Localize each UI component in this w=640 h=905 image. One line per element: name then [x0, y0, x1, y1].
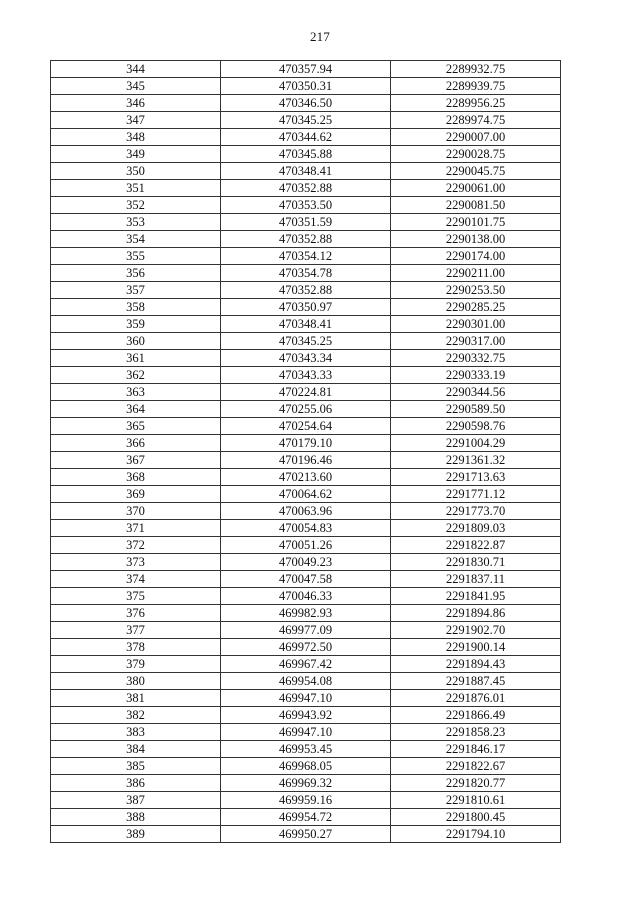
y-coordinate-cell: 2291809.03 [391, 520, 561, 537]
point-number-cell: 376 [51, 605, 221, 622]
y-coordinate-cell: 2290028.75 [391, 146, 561, 163]
point-number-cell: 384 [51, 741, 221, 758]
x-coordinate-cell: 470254.64 [221, 418, 391, 435]
y-coordinate-cell: 2291858.23 [391, 724, 561, 741]
point-number-cell: 380 [51, 673, 221, 690]
x-coordinate-cell: 470064.62 [221, 486, 391, 503]
point-number-cell: 349 [51, 146, 221, 163]
table-row [51, 248, 561, 265]
x-coordinate-cell: 470343.34 [221, 350, 391, 367]
y-coordinate-cell: 2290045.75 [391, 163, 561, 180]
point-number-cell: 344 [51, 61, 221, 78]
table-row [51, 605, 561, 622]
table-row [51, 367, 561, 384]
point-number-cell: 387 [51, 792, 221, 809]
table-row [51, 469, 561, 486]
x-coordinate-cell: 470345.88 [221, 146, 391, 163]
y-coordinate-cell: 2291830.71 [391, 554, 561, 571]
point-number-cell: 369 [51, 486, 221, 503]
point-number-cell: 345 [51, 78, 221, 95]
x-coordinate-cell: 470255.06 [221, 401, 391, 418]
x-coordinate-cell: 469953.45 [221, 741, 391, 758]
point-number-cell: 368 [51, 469, 221, 486]
x-coordinate-cell: 470352.88 [221, 180, 391, 197]
x-coordinate-cell: 469954.08 [221, 673, 391, 690]
point-number-cell: 375 [51, 588, 221, 605]
y-coordinate-cell: 2291822.67 [391, 758, 561, 775]
table-row [51, 707, 561, 724]
x-coordinate-cell: 470049.23 [221, 554, 391, 571]
y-coordinate-cell: 2290589.50 [391, 401, 561, 418]
point-number-cell: 385 [51, 758, 221, 775]
table-row [51, 503, 561, 520]
table-row [51, 826, 561, 843]
y-coordinate-cell: 2290344.56 [391, 384, 561, 401]
table-row [51, 741, 561, 758]
table-row [51, 316, 561, 333]
y-coordinate-cell: 2291820.77 [391, 775, 561, 792]
point-number-cell: 381 [51, 690, 221, 707]
point-number-cell: 354 [51, 231, 221, 248]
table-row [51, 520, 561, 537]
table-row [51, 299, 561, 316]
x-coordinate-cell: 469982.93 [221, 605, 391, 622]
y-coordinate-cell: 2290301.00 [391, 316, 561, 333]
x-coordinate-cell: 469947.10 [221, 690, 391, 707]
point-number-cell: 386 [51, 775, 221, 792]
table-row [51, 401, 561, 418]
x-coordinate-cell: 470348.41 [221, 163, 391, 180]
y-coordinate-cell: 2291822.87 [391, 537, 561, 554]
table-row [51, 554, 561, 571]
point-number-cell: 367 [51, 452, 221, 469]
y-coordinate-cell: 2290211.00 [391, 265, 561, 282]
x-coordinate-cell: 470352.88 [221, 231, 391, 248]
y-coordinate-cell: 2291846.17 [391, 741, 561, 758]
point-number-cell: 388 [51, 809, 221, 826]
point-number-cell: 382 [51, 707, 221, 724]
table-row [51, 656, 561, 673]
table-row [51, 180, 561, 197]
x-coordinate-cell: 469977.09 [221, 622, 391, 639]
table-row [51, 809, 561, 826]
table-row [51, 214, 561, 231]
y-coordinate-cell: 2290081.50 [391, 197, 561, 214]
point-number-cell: 358 [51, 299, 221, 316]
y-coordinate-cell: 2290174.00 [391, 248, 561, 265]
x-coordinate-cell: 469969.32 [221, 775, 391, 792]
y-coordinate-cell: 2290061.00 [391, 180, 561, 197]
table-row [51, 435, 561, 452]
y-coordinate-cell: 2291841.95 [391, 588, 561, 605]
x-coordinate-cell: 470196.46 [221, 452, 391, 469]
y-coordinate-cell: 2290007.00 [391, 129, 561, 146]
table-row [51, 197, 561, 214]
y-coordinate-cell: 2291902.70 [391, 622, 561, 639]
point-number-cell: 373 [51, 554, 221, 571]
table-row [51, 231, 561, 248]
y-coordinate-cell: 2289932.75 [391, 61, 561, 78]
table-row [51, 622, 561, 639]
point-number-cell: 379 [51, 656, 221, 673]
x-coordinate-cell: 470345.25 [221, 333, 391, 350]
y-coordinate-cell: 2291894.43 [391, 656, 561, 673]
x-coordinate-cell: 470351.59 [221, 214, 391, 231]
x-coordinate-cell: 470353.50 [221, 197, 391, 214]
point-number-cell: 357 [51, 282, 221, 299]
x-coordinate-cell: 470213.60 [221, 469, 391, 486]
x-coordinate-cell: 470345.25 [221, 112, 391, 129]
point-number-cell: 378 [51, 639, 221, 656]
x-coordinate-cell: 470224.81 [221, 384, 391, 401]
y-coordinate-cell: 2291773.70 [391, 503, 561, 520]
y-coordinate-cell: 2290332.75 [391, 350, 561, 367]
x-coordinate-cell: 469967.42 [221, 656, 391, 673]
point-number-cell: 355 [51, 248, 221, 265]
x-coordinate-cell: 470063.96 [221, 503, 391, 520]
y-coordinate-cell: 2291771.12 [391, 486, 561, 503]
point-number-cell: 360 [51, 333, 221, 350]
table-row [51, 792, 561, 809]
table-row [51, 418, 561, 435]
x-coordinate-cell: 470354.12 [221, 248, 391, 265]
x-coordinate-cell: 470350.31 [221, 78, 391, 95]
y-coordinate-cell: 2290317.00 [391, 333, 561, 350]
point-number-cell: 352 [51, 197, 221, 214]
point-number-cell: 372 [51, 537, 221, 554]
x-coordinate-cell: 470046.33 [221, 588, 391, 605]
table-row [51, 486, 561, 503]
point-number-cell: 366 [51, 435, 221, 452]
table-row [51, 690, 561, 707]
y-coordinate-cell: 2291887.45 [391, 673, 561, 690]
point-number-cell: 363 [51, 384, 221, 401]
point-number-cell: 370 [51, 503, 221, 520]
x-coordinate-cell: 469968.05 [221, 758, 391, 775]
y-coordinate-cell: 2291361.32 [391, 452, 561, 469]
page-number: 217 [309, 29, 331, 44]
y-coordinate-cell: 2291837.11 [391, 571, 561, 588]
point-number-cell: 374 [51, 571, 221, 588]
y-coordinate-cell: 2291713.63 [391, 469, 561, 486]
x-coordinate-cell: 469959.16 [221, 792, 391, 809]
table-row [51, 112, 561, 129]
x-coordinate-cell: 470346.50 [221, 95, 391, 112]
point-number-cell: 383 [51, 724, 221, 741]
x-coordinate-cell: 469943.92 [221, 707, 391, 724]
table-row [51, 163, 561, 180]
y-coordinate-cell: 2291876.01 [391, 690, 561, 707]
y-coordinate-cell: 2289939.75 [391, 78, 561, 95]
table-row [51, 282, 561, 299]
point-number-cell: 356 [51, 265, 221, 282]
y-coordinate-cell: 2291794.10 [391, 826, 561, 843]
y-coordinate-cell: 2290138.00 [391, 231, 561, 248]
y-coordinate-cell: 2291800.45 [391, 809, 561, 826]
coordinates-table [50, 60, 561, 843]
y-coordinate-cell: 2290333.19 [391, 367, 561, 384]
x-coordinate-cell: 469954.72 [221, 809, 391, 826]
x-coordinate-cell: 470354.78 [221, 265, 391, 282]
x-coordinate-cell: 470357.94 [221, 61, 391, 78]
y-coordinate-cell: 2290253.50 [391, 282, 561, 299]
point-number-cell: 347 [51, 112, 221, 129]
y-coordinate-cell: 2291004.29 [391, 435, 561, 452]
table-row [51, 724, 561, 741]
point-number-cell: 350 [51, 163, 221, 180]
table-row [51, 639, 561, 656]
x-coordinate-cell: 469947.10 [221, 724, 391, 741]
point-number-cell: 365 [51, 418, 221, 435]
x-coordinate-cell: 470352.88 [221, 282, 391, 299]
table-row [51, 452, 561, 469]
point-number-cell: 348 [51, 129, 221, 146]
x-coordinate-cell: 469972.50 [221, 639, 391, 656]
table-row [51, 129, 561, 146]
y-coordinate-cell: 2291810.61 [391, 792, 561, 809]
y-coordinate-cell: 2291900.14 [391, 639, 561, 656]
table-row [51, 350, 561, 367]
x-coordinate-cell: 470344.62 [221, 129, 391, 146]
table-row [51, 673, 561, 690]
point-number-cell: 362 [51, 367, 221, 384]
table-row [51, 333, 561, 350]
point-number-cell: 359 [51, 316, 221, 333]
point-number-cell: 364 [51, 401, 221, 418]
x-coordinate-cell: 470179.10 [221, 435, 391, 452]
table-row [51, 78, 561, 95]
coordinates-table-body [51, 61, 561, 843]
y-coordinate-cell: 2289956.25 [391, 95, 561, 112]
y-coordinate-cell: 2290598.76 [391, 418, 561, 435]
point-number-cell: 346 [51, 95, 221, 112]
table-row [51, 537, 561, 554]
table-row [51, 775, 561, 792]
x-coordinate-cell: 470343.33 [221, 367, 391, 384]
x-coordinate-cell: 470054.83 [221, 520, 391, 537]
table-row [51, 758, 561, 775]
y-coordinate-cell: 2289974.75 [391, 112, 561, 129]
x-coordinate-cell: 470051.26 [221, 537, 391, 554]
y-coordinate-cell: 2290101.75 [391, 214, 561, 231]
point-number-cell: 353 [51, 214, 221, 231]
table-row [51, 571, 561, 588]
x-coordinate-cell: 470350.97 [221, 299, 391, 316]
table-row [51, 95, 561, 112]
point-number-cell: 389 [51, 826, 221, 843]
table-row [51, 588, 561, 605]
table-row [51, 61, 561, 78]
point-number-cell: 377 [51, 622, 221, 639]
x-coordinate-cell: 470047.58 [221, 571, 391, 588]
y-coordinate-cell: 2290285.25 [391, 299, 561, 316]
x-coordinate-cell: 470348.41 [221, 316, 391, 333]
y-coordinate-cell: 2291894.86 [391, 605, 561, 622]
table-row [51, 265, 561, 282]
table-row [51, 146, 561, 163]
point-number-cell: 351 [51, 180, 221, 197]
point-number-cell: 361 [51, 350, 221, 367]
table-row [51, 384, 561, 401]
point-number-cell: 371 [51, 520, 221, 537]
x-coordinate-cell: 469950.27 [221, 826, 391, 843]
y-coordinate-cell: 2291866.49 [391, 707, 561, 724]
